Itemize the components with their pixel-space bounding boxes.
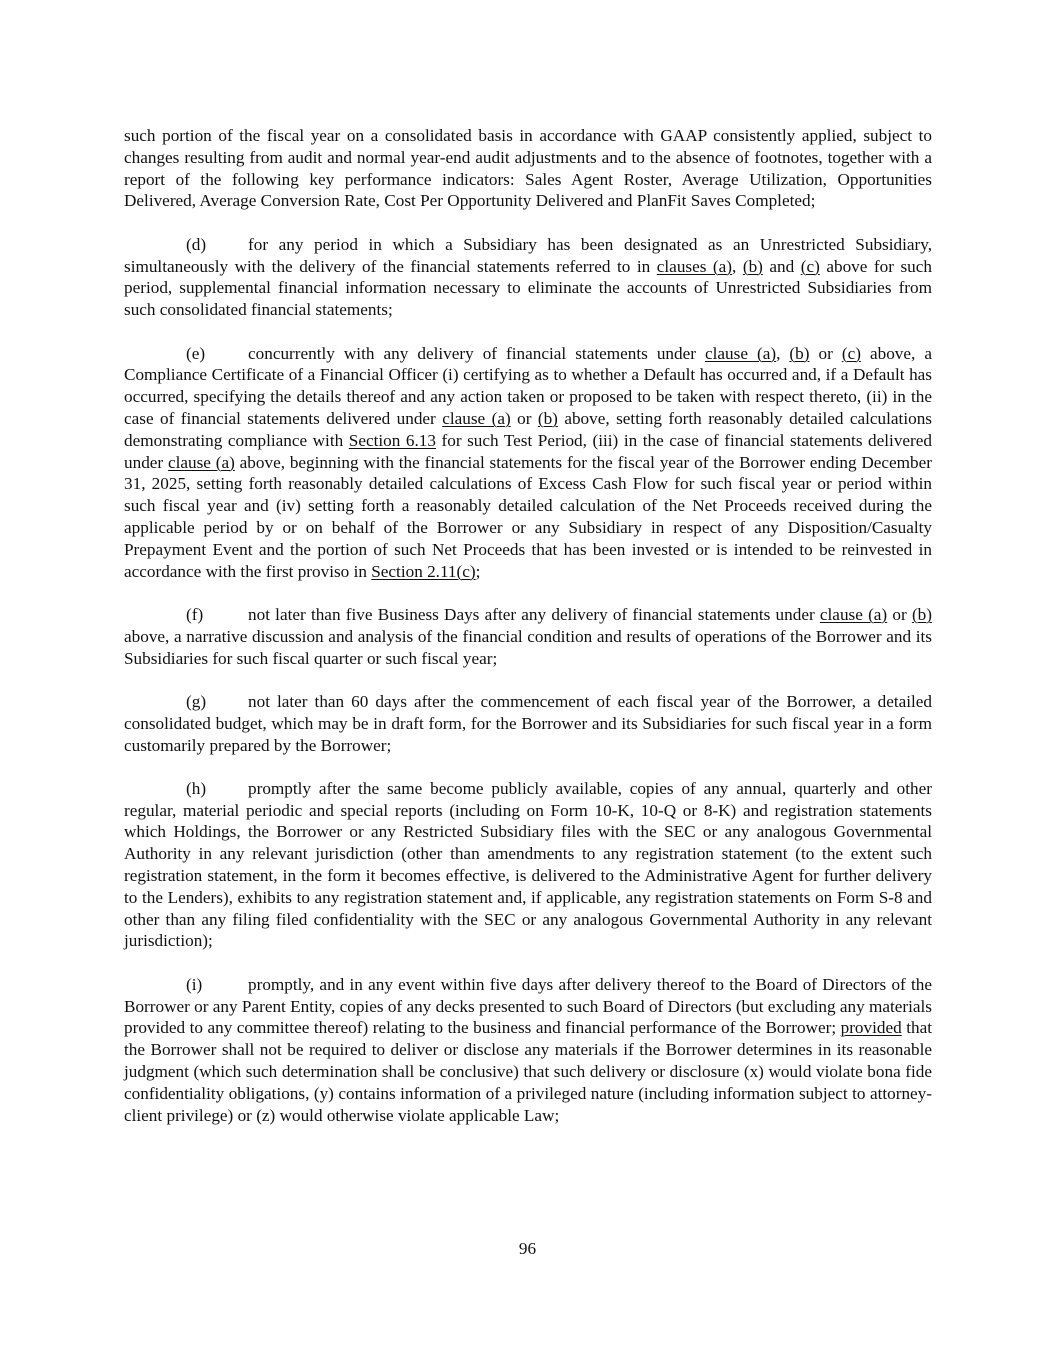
paragraph-i	[124, 974, 932, 1127]
clause-label-e: (e)	[186, 343, 206, 363]
text: concurrently with any delivery of financial statements under	[248, 343, 705, 363]
text: ,	[732, 256, 743, 276]
paragraph-e	[124, 343, 932, 583]
text: ,	[776, 343, 790, 363]
cross-reference: clause (a)	[442, 408, 511, 428]
document-body	[124, 125, 932, 1148]
text: and	[762, 256, 801, 276]
paragraph-h	[124, 778, 932, 952]
clause-label-i: (i)	[186, 974, 203, 994]
text: or	[809, 343, 842, 363]
text: promptly after the same become publicly available, copies of any annual, quarterly and other regular, material periodic and special reports (including on Form 10-K, 10-Q or 8-K) and registration statements which Holdings, the Borrower or any Restricted Subsidiary files with the SEC or any analogous Governmental Authority in any relevant jurisdiction (other than amendments to any registration statement (to the extent such registration statement, in the form it becomes effective, is delivered to the Administrative Agent for further delivery to the Lenders), exhibits to any registration statement and, if applicable, any registration statements on Form S-8 and other than any filing filed confidentiality with the SEC or any analogous Governmental Authority in any relevant jurisdiction);	[124, 778, 932, 951]
paragraph-g	[124, 691, 932, 756]
cross-reference: (b)	[742, 256, 763, 276]
text: above, a Compliance Certificate of a Financial Officer (i) certifying as to whether a Default has occurred and, if a Default has occurred, specifying the details thereof and any action taken or proposed to be taken with respect thereto, (ii) in the case of financial statements delivered under	[124, 343, 932, 428]
cross-reference: clause (a)	[819, 604, 888, 624]
cross-reference: Section 6.13	[348, 430, 436, 450]
cross-reference: (b)	[789, 343, 810, 363]
cross-reference: (b)	[911, 604, 932, 624]
text: that the Borrower shall not be required to deliver or disclose any materials if the Borrower determines in its reasonable judgment (which such determination shall be conclusive) that such delivery or disclosure (x) would violate bona fide confidentiality obligations, (y) contains information of a privileged nature (including information subject to attorney-client privilege) or (z) would otherwise violate applicable Law;	[124, 1018, 932, 1125]
cross-reference: (b)	[537, 408, 558, 428]
paragraph-intro: such portion of the fiscal year on a consolidated basis in accordance with GAAP consistently applied, subject to changes resulting from audit and normal year-end audit adjustments and to the absence of footnotes, together with a report of the following key performance indicators: Sales Agent Roster, Average Utilization, Opportunities Delivered, Average Conversion Rate, Cost Per Opportunity Delivered and PlanFit Saves Completed;	[124, 126, 932, 211]
cross-reference: Section 2.11(c)	[371, 561, 476, 581]
text: ;	[475, 561, 481, 581]
clause-label-d: (d)	[186, 234, 207, 254]
cross-reference: clauses (a)	[656, 256, 733, 276]
page-number: 96	[518, 1239, 537, 1258]
cross-reference: (c)	[841, 343, 861, 363]
cross-reference: clause (a)	[705, 343, 777, 363]
cross-reference: (c)	[800, 256, 820, 276]
text: not later than 60 days after the commencement of each fiscal year of the Borrower, a detailed consolidated budget, which may be in draft form, for the Borrower and its Subsidiaries for such fiscal year in a form customarily prepared by the Borrower;	[124, 691, 932, 755]
text: promptly, and in any event within five days after delivery thereof to the Board of Directors of the Borrower or any Parent Entity, copies of any decks presented to such Board of Directors (but excluding any materials provided to any committee thereof) relating to the business and financial performance of the Borrower;	[124, 974, 932, 1038]
paragraph-d	[124, 234, 932, 321]
clause-label-f: (f)	[186, 604, 204, 624]
clause-label-g: (g)	[186, 691, 207, 711]
provided-term: provided	[840, 1018, 902, 1038]
cross-reference: clause (a)	[167, 452, 235, 472]
text: or	[510, 408, 538, 428]
text: not later than five Business Days after any delivery of financial statements under	[248, 604, 820, 624]
paragraph-f	[124, 604, 932, 669]
text: above, setting forth reasonably detailed calculations demonstrating compliance with	[124, 408, 932, 450]
clause-label-h: (h)	[186, 778, 207, 798]
text: above for such period, supplemental financial information necessary to eliminate the accounts of Unrestricted Subsidiaries from such consolidated financial statements;	[124, 256, 932, 320]
text: for such Test Period, (iii) in the case of financial statements delivered under	[124, 430, 932, 472]
text: or	[887, 604, 912, 624]
text: for any period in which a Subsidiary has been designated as an Unrestricted Subsidiary, simultaneously with the delivery of the financial statements referred to in	[124, 234, 932, 276]
text: above, beginning with the financial statements for the fiscal year of the Borrower ending December 31, 2025, setting forth reasonably detailed calculations of Excess Cash Flow for such fiscal year or period within such fiscal year and (iv) setting forth a reasonably detailed calculation of the Net Proceeds received during the applicable period by or on behalf of the Borrower or any Subsidiary in respect of any Disposition/Casualty Prepayment Event and the portion of such Net Proceeds that has been invested or is intended to be reinvested in accordance with the first proviso in	[124, 452, 932, 581]
text: above, a narrative discussion and analysis of the financial condition and results of operations of the Borrower and its Subsidiaries for such fiscal quarter or such fiscal year;	[124, 626, 932, 668]
